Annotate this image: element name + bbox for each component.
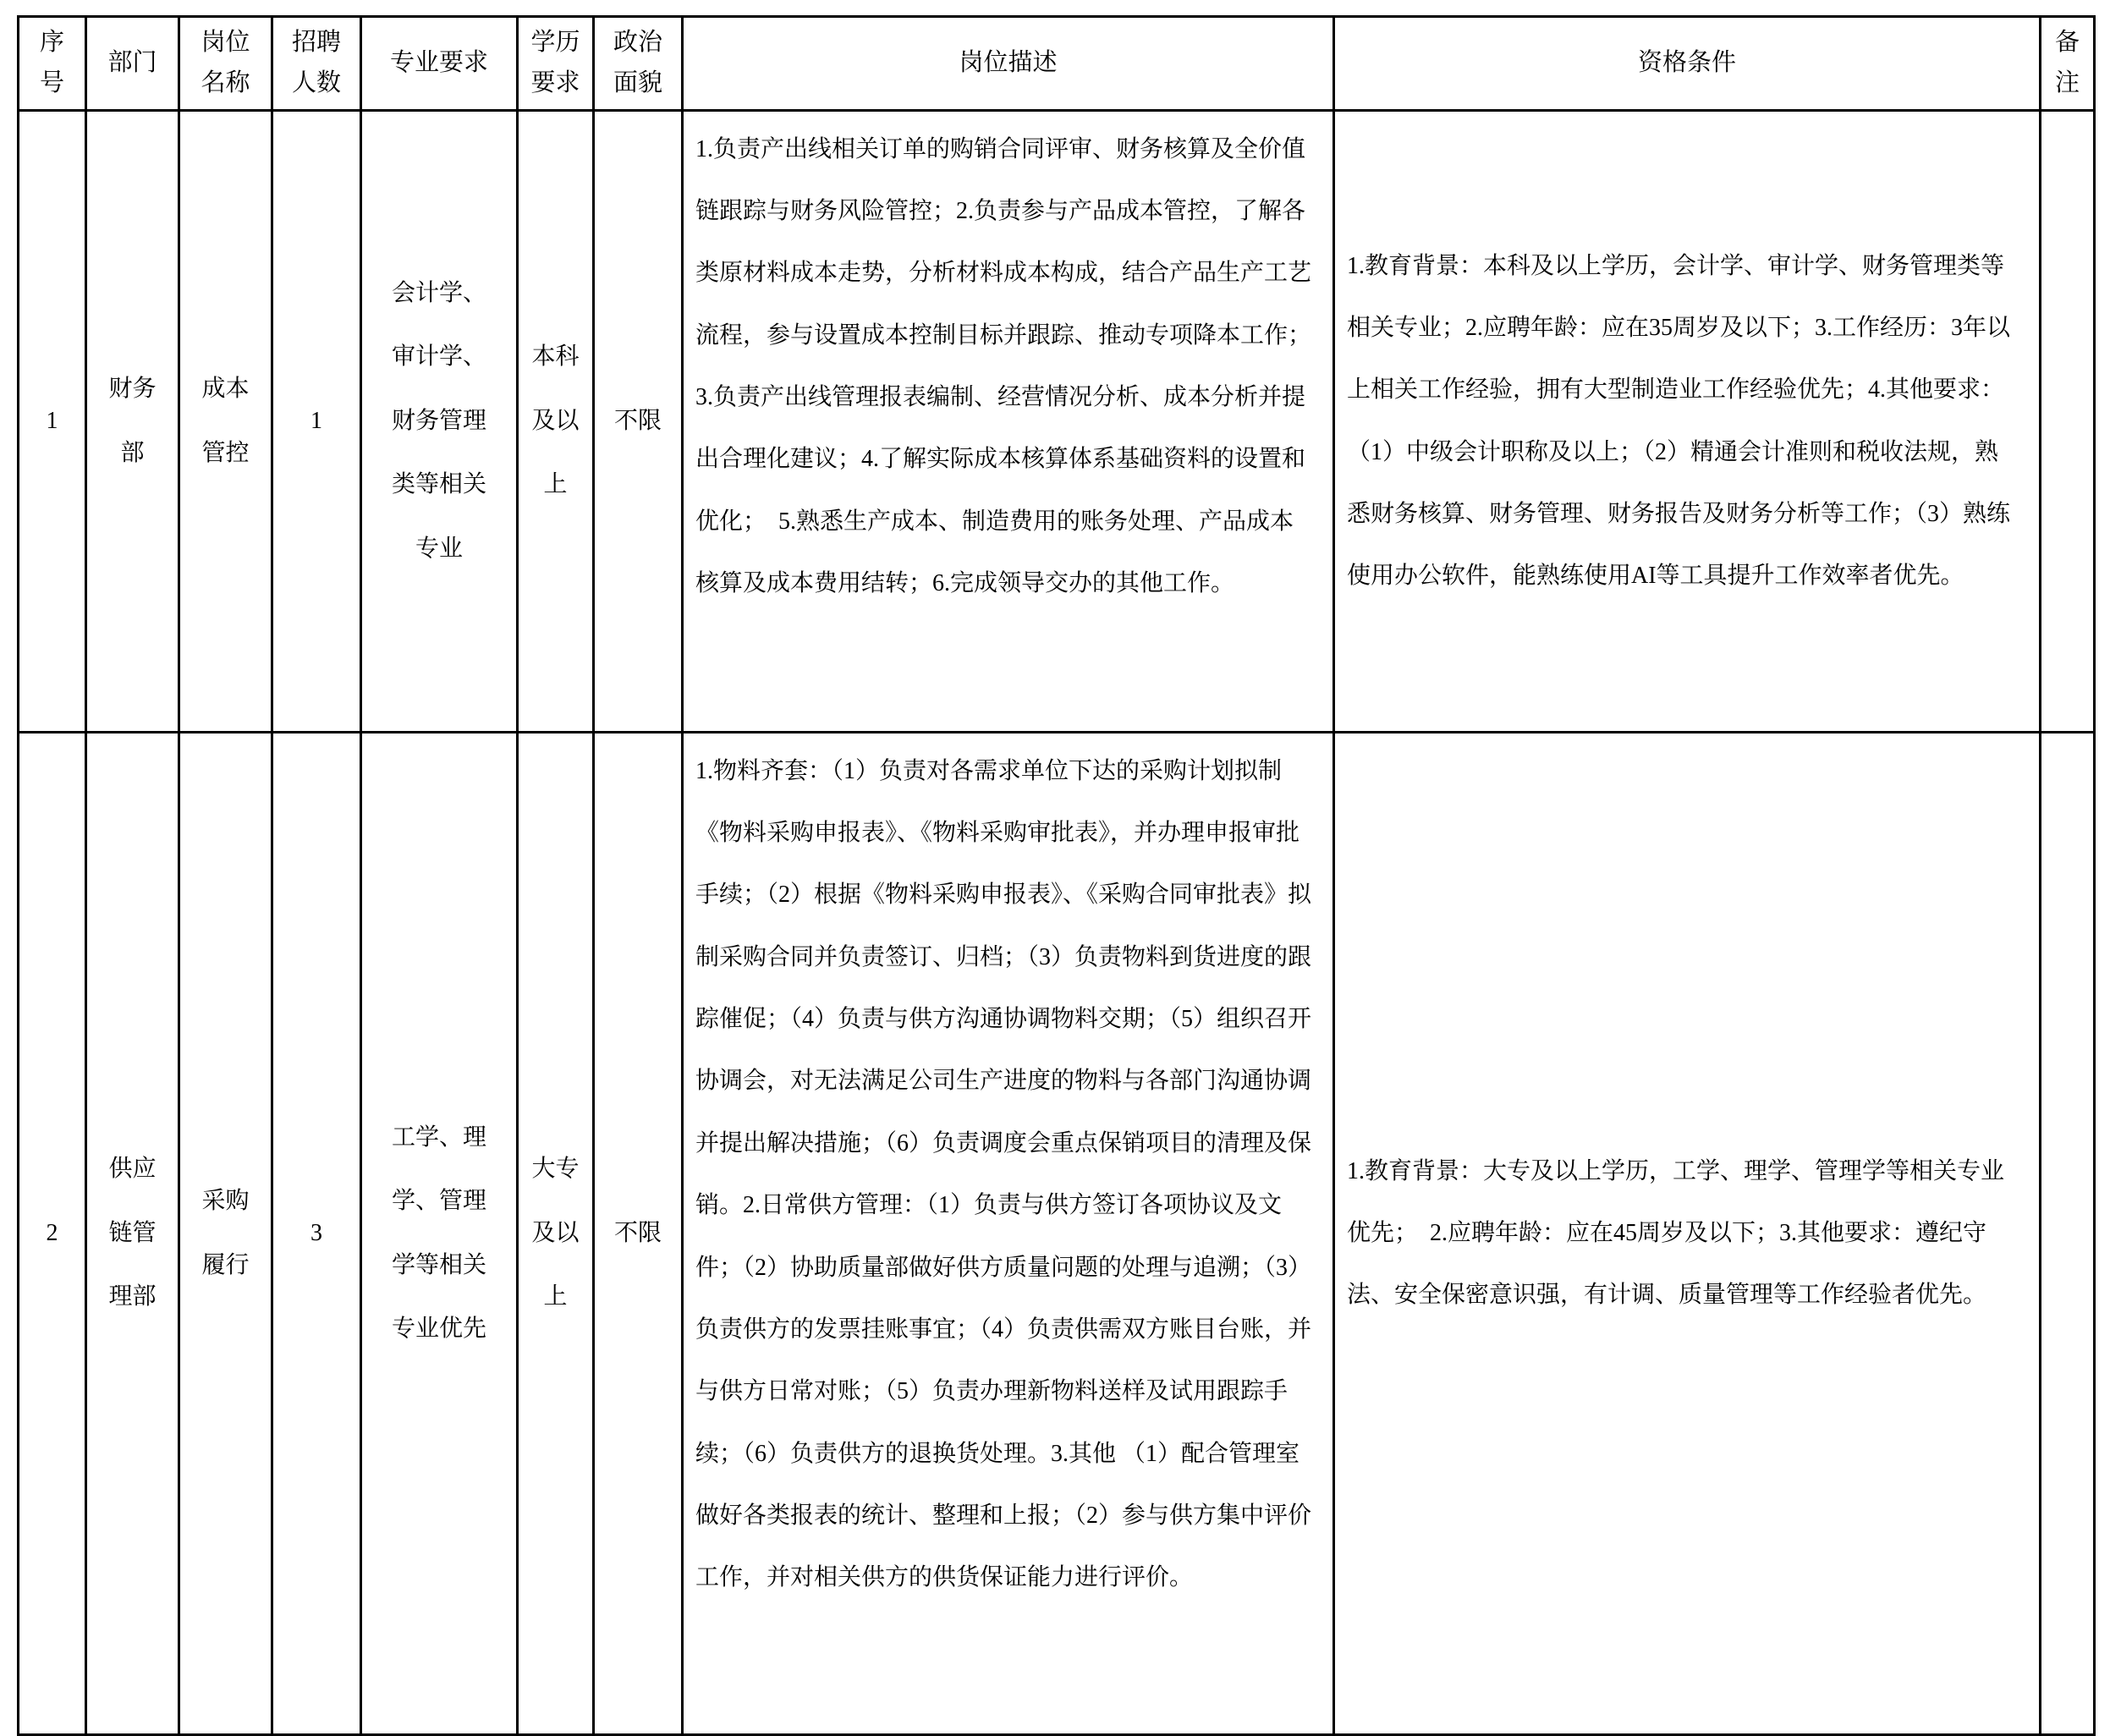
header-major: 专业要求 (361, 17, 518, 111)
cell-department: 财务部 (86, 110, 179, 732)
header-education: 学历要求 (518, 17, 594, 111)
header-headcount: 招聘人数 (272, 17, 361, 111)
cell-headcount: 3 (272, 732, 361, 1734)
header-remark: 备注 (2041, 17, 2095, 111)
header-seq: 序号 (19, 17, 86, 111)
cell-seq: 2 (19, 732, 86, 1734)
cell-major: 会计学、审计学、财务管理类等相关专业 (361, 110, 518, 732)
header-political: 政治面貌 (594, 17, 683, 111)
cell-education: 大专及以上 (518, 732, 594, 1734)
cell-description: 1.物料齐套：（1）负责对各需求单位下达的采购计划拟制《物料采购申报表》、《物料采购审批表》，并办理申报审批手续；（2）根据《物料采购申报表》、《采购合同审批表》拟制采购合同并负责签订、归档；（3）负责物料到货进度的跟踪催促；（4）负责与供方沟通协调物料交期；（5）组织召开协调会，对无法满足公司生产进度的物料与各部门沟通协调并提出解决措施；（6）负责调度会重点保销项目的清理及保销。2.日常供方管理：（1）负责与供方签订各项协议及文件；（2）协助质量部做好供方质量问题的处理与追溯；（3）负责供方的发票挂账事宜；（4）负责供需双方账目台账，并与供方日常对账；（5）负责办理新物料送样及试用跟踪手续；（6）负责供方的退换货处理。3.其他 （1）配合管理室做好各类报表的统计、整理和上报；（2）参与供方集中评价工作，并对相关供方的供货保证能力进行评价。 (683, 732, 1334, 1734)
header-description: 岗位描述 (683, 17, 1334, 111)
cell-remark (2041, 110, 2095, 732)
table-row (19, 732, 2095, 1734)
cell-major: 工学、理学、管理学等相关专业优先 (361, 732, 518, 1734)
cell-political: 不限 (594, 110, 683, 732)
cell-seq: 1 (19, 110, 86, 732)
table-row (19, 110, 2095, 732)
cell-education: 本科及以上 (518, 110, 594, 732)
cell-qualification: 1.教育背景：大专及以上学历，工学、理学、管理学等相关专业优先； 2.应聘年龄：应在45周岁及以下；3.其他要求：遵纪守法、安全保密意识强，有计调、质量管理等工作经验者优先。 (1334, 732, 2041, 1734)
cell-political: 不限 (594, 732, 683, 1734)
cell-headcount: 1 (272, 110, 361, 732)
cell-department: 供应链管理部 (86, 732, 179, 1734)
cell-qualification: 1.教育背景：本科及以上学历，会计学、审计学、财务管理类等相关专业；2.应聘年龄：应在35周岁及以下；3.工作经历：3年以上相关工作经验，拥有大型制造业工作经验优先；4.其他要求：（1）中级会计职称及以上；（2）精通会计准则和税收法规，熟悉财务核算、财务管理、财务报告及财务分析等工作；（3）熟练使用办公软件，能熟练使用AI等工具提升工作效率者优先。 (1334, 110, 2041, 732)
recruitment-table (17, 15, 2096, 1736)
cell-position: 采购履行 (179, 732, 272, 1734)
cell-remark (2041, 732, 2095, 1734)
table-header-row (19, 17, 2095, 111)
cell-description: 1.负责产出线相关订单的购销合同评审、财务核算及全价值链跟踪与财务风险管控；2.负责参与产品成本管控，了解各类原材料成本走势，分析材料成本构成，结合产品生产工艺流程，参与设置成本控制目标并跟踪、推动专项降本工作；3.负责产出线管理报表编制、经营情况分析、成本分析并提出合理化建议；4.了解实际成本核算体系基础资料的设置和优化； 5.熟悉生产成本、制造费用的账务处理、产品成本核算及成本费用结转；6.完成领导交办的其他工作。 (683, 110, 1334, 732)
header-department: 部门 (86, 17, 179, 111)
cell-position: 成本管控 (179, 110, 272, 732)
header-position: 岗位名称 (179, 17, 272, 111)
header-qualification: 资格条件 (1334, 17, 2041, 111)
